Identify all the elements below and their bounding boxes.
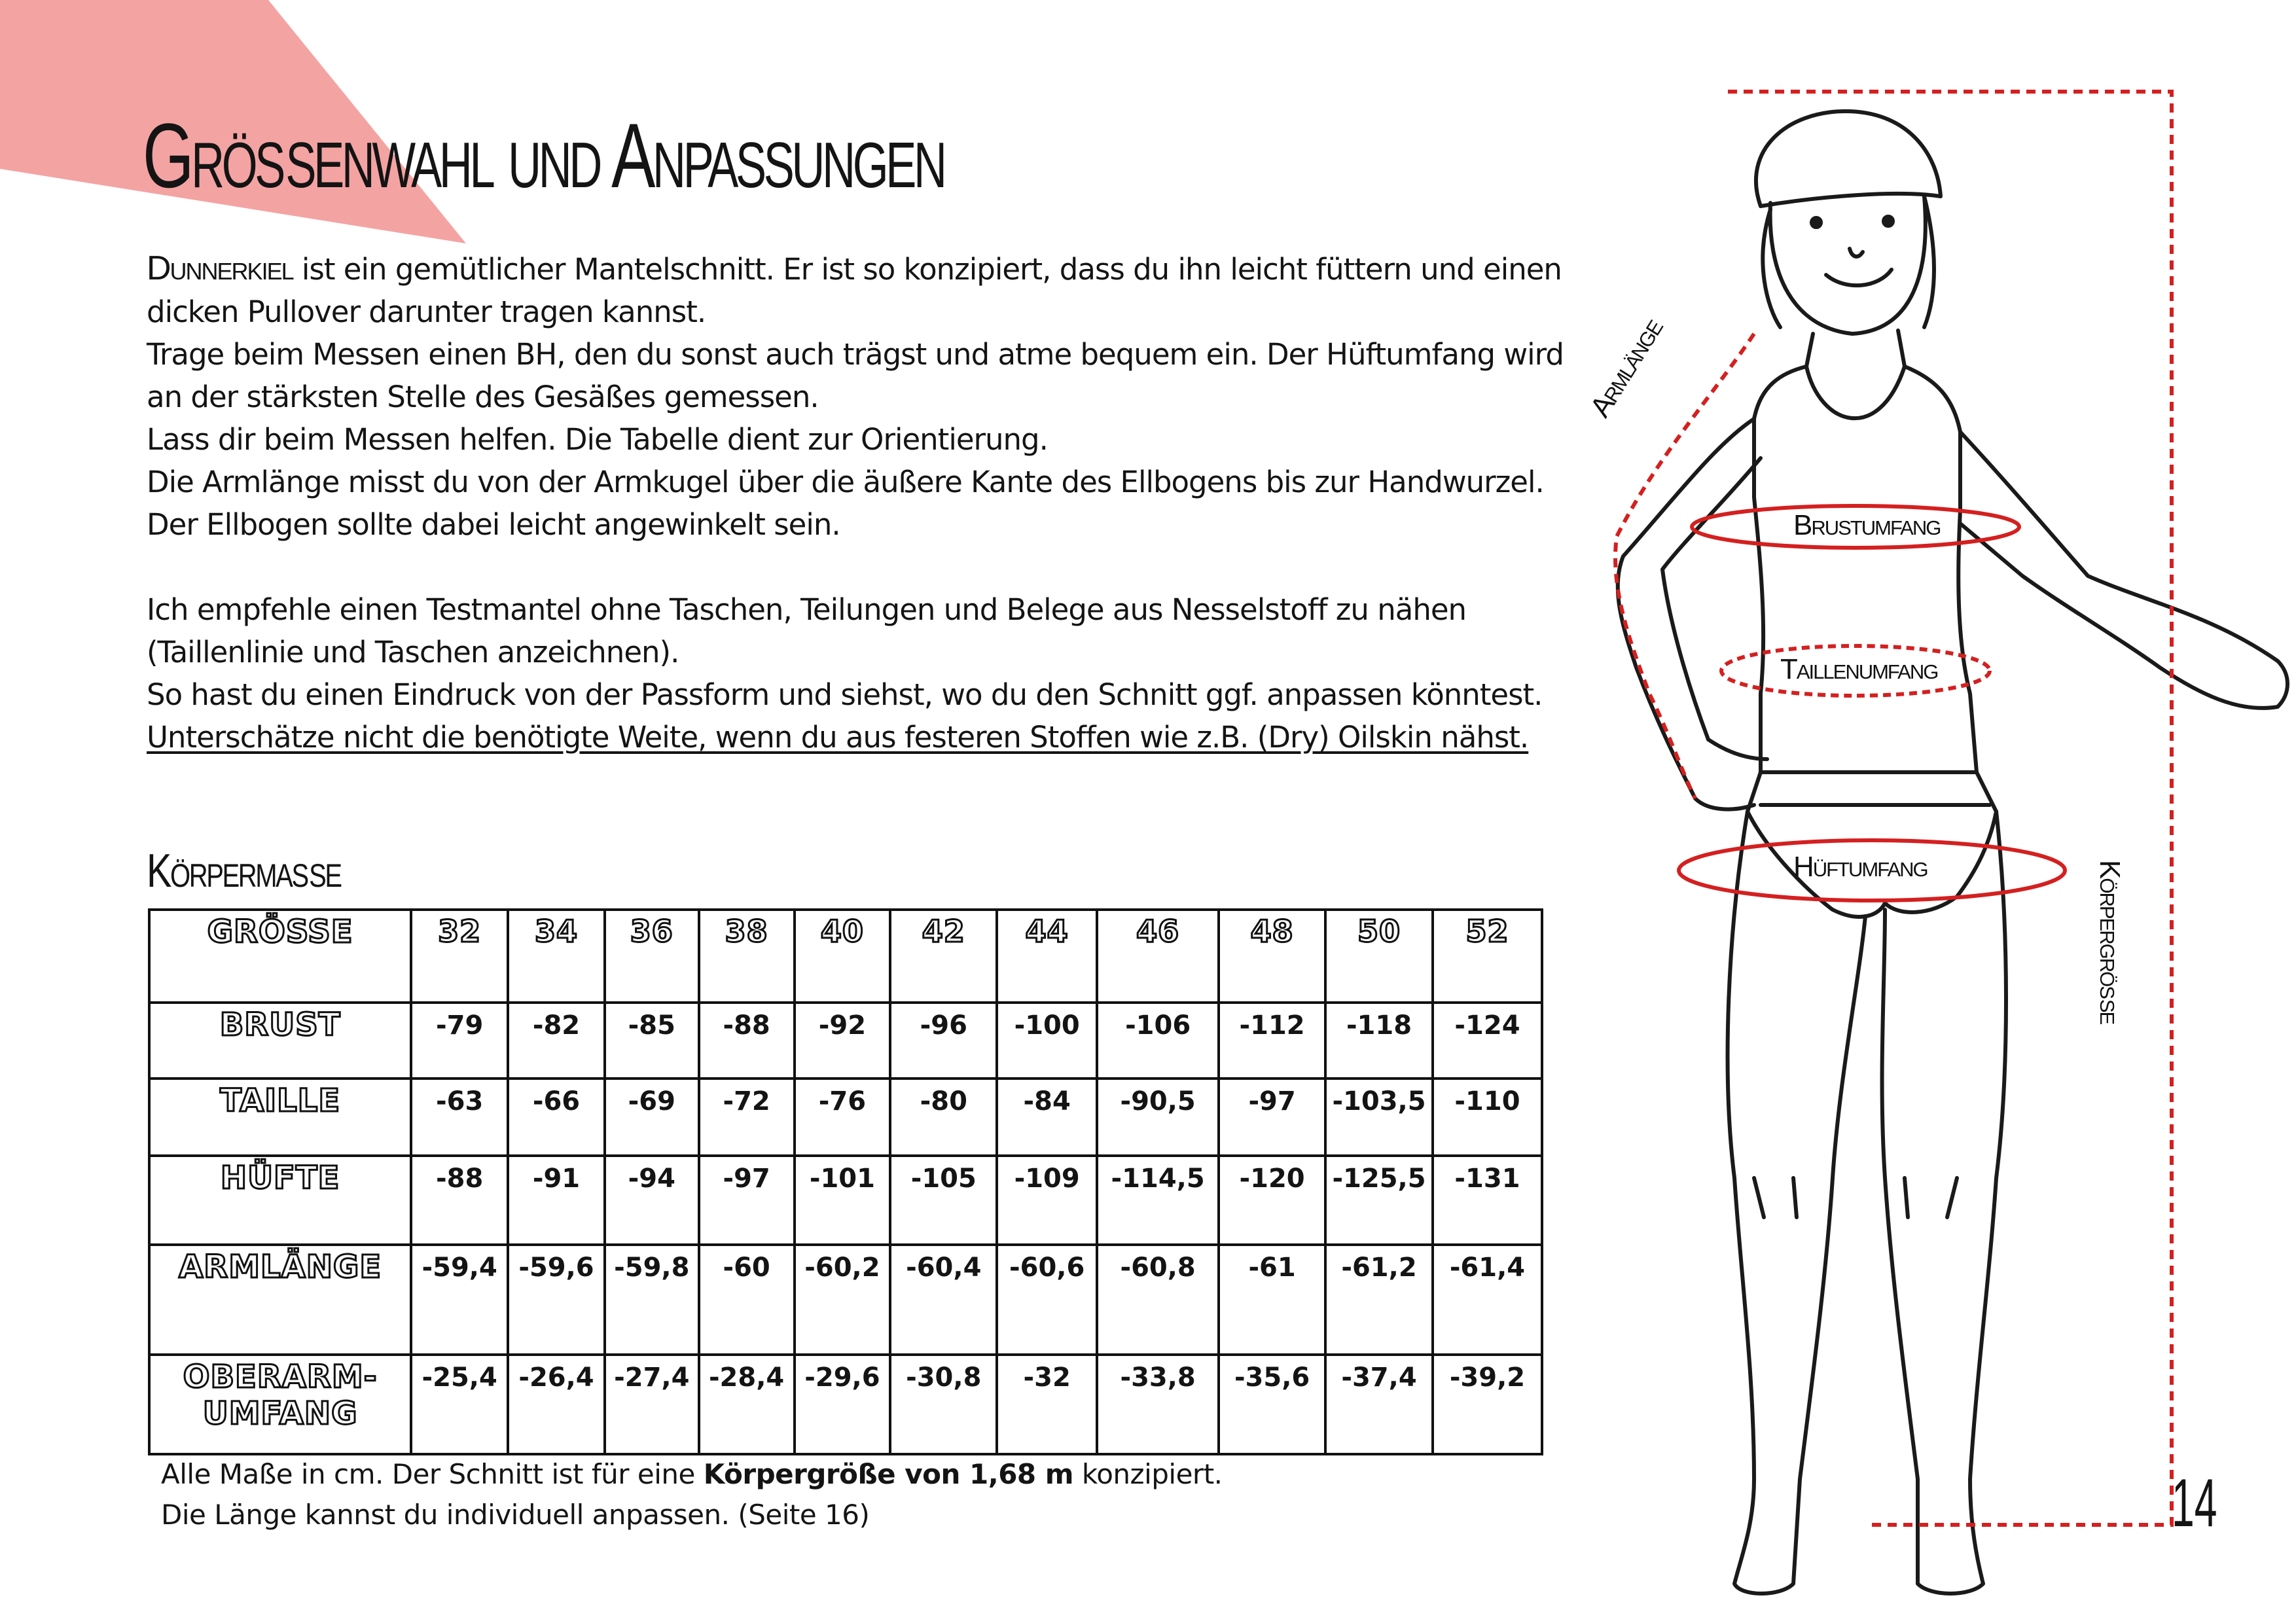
body-measurement-figure <box>1558 65 2296 1623</box>
intro-paragraph-5: Ich empfehle einen Testmantel ohne Taschen, Teilungen und Belege aus Nesselstoff zu nähen (Taillenlinie und Taschen anzeichnen). <box>147 592 1467 669</box>
table-cell: -66 <box>508 1079 605 1156</box>
intro-text <box>147 247 1587 758</box>
figure-right-arm <box>1960 432 2287 708</box>
table-cell: -101 <box>795 1156 891 1245</box>
table-footnote <box>161 1454 1223 1535</box>
table-cell: -32 <box>997 1355 1097 1454</box>
table-cell: -60,4 <box>890 1245 997 1355</box>
table-cell: -88 <box>411 1156 508 1245</box>
arm-length-dashed-line <box>1615 334 1754 798</box>
table-cell: -84 <box>997 1079 1097 1156</box>
table-heading: Körpermaße <box>147 845 341 897</box>
table-cell: -118 <box>1325 1003 1433 1079</box>
table-cell: -109 <box>997 1156 1097 1245</box>
intro-paragraph-2: Trage beim Messen einen BH, den du sonst auch trägst und atme bequem ein. Der Hüftumfang wird an der stärksten Stelle des Gesäßes gemessen. <box>147 337 1564 414</box>
page-title: Größenwahl und Anpassungen <box>143 104 944 207</box>
table-cell: -63 <box>411 1079 508 1156</box>
height-dashed-line <box>1728 92 2172 1525</box>
table-cell: -92 <box>795 1003 891 1079</box>
table-cell: -85 <box>605 1003 699 1079</box>
table-cell: -33,8 <box>1097 1355 1219 1454</box>
table-cell: -39,2 <box>1433 1355 1542 1454</box>
table-cell: -69 <box>605 1079 699 1156</box>
table-cell: -27,4 <box>605 1355 699 1454</box>
table-cell: -103,5 <box>1325 1079 1433 1156</box>
table-cell: -82 <box>508 1003 605 1079</box>
size-header: 50 <box>1325 910 1433 1003</box>
size-header: 38 <box>699 910 795 1003</box>
page-number: 14 <box>2172 1465 2217 1541</box>
row-label-taille: TAILLE <box>149 1079 411 1156</box>
footnote-text: konzipiert. <box>1073 1458 1223 1490</box>
figure-head <box>1770 196 1926 334</box>
table-row-armlaenge <box>149 1245 1542 1355</box>
brand-name: Dunnerkiel <box>147 249 293 287</box>
table-cell: -59,6 <box>508 1245 605 1355</box>
row-label-line2: UMFANG <box>202 1395 358 1432</box>
figure-right-leg <box>1882 812 2006 1594</box>
row-label-line1: OBERARM- <box>183 1359 378 1395</box>
figure-hat <box>1756 111 1941 206</box>
intro-paragraph-3: Lass dir beim Messen helfen. Die Tabelle dient zur Orientierung. <box>147 422 1048 457</box>
table-cell: -60 <box>699 1245 795 1355</box>
table-cell: -61,2 <box>1325 1245 1433 1355</box>
table-cell: -72 <box>699 1079 795 1156</box>
table-cell: -96 <box>890 1003 997 1079</box>
table-row-taille <box>149 1079 1542 1156</box>
paragraph-gap <box>147 546 1587 588</box>
table-row-oberarmumfang <box>149 1355 1542 1454</box>
table-cell: -80 <box>890 1079 997 1156</box>
intro-paragraph-1 <box>147 247 1587 333</box>
size-header: 36 <box>605 910 699 1003</box>
table-cell: -88 <box>699 1003 795 1079</box>
table-cell: -29,6 <box>795 1355 891 1454</box>
size-header: 48 <box>1219 910 1325 1003</box>
label-brustumfang: Brustumfang <box>1793 509 1941 541</box>
table-cell: -106 <box>1097 1003 1219 1079</box>
table-cell: -76 <box>795 1079 891 1156</box>
table-cell: -61,4 <box>1433 1245 1542 1355</box>
table-cell: -120 <box>1219 1156 1325 1245</box>
intro-p1-text: ist ein gemütlicher Mantelschnitt. Er ist so konzipiert, dass du ihn leicht füttern und einen dicken Pullover darunter tragen kannst. <box>147 252 1562 329</box>
figure-hair <box>1763 196 1934 327</box>
row-label-armlaenge: ARMLÄNGE <box>149 1245 411 1355</box>
table-cell: -97 <box>1219 1079 1325 1156</box>
table-cell: -110 <box>1433 1079 1542 1156</box>
size-table <box>148 908 1543 1455</box>
figure-top-neckline <box>1806 366 1905 418</box>
table-cell: -60,6 <box>997 1245 1097 1355</box>
table-cell: -100 <box>997 1003 1097 1079</box>
size-header: 40 <box>795 910 891 1003</box>
label-taillenumfang: Taillenumfang <box>1780 653 1938 685</box>
table-cell: -79 <box>411 1003 508 1079</box>
table-cell: -25,4 <box>411 1355 508 1454</box>
row-label-oberarmumfang <box>149 1355 411 1454</box>
table-row-sizes <box>149 910 1542 1003</box>
intro-paragraph-4: Die Armlänge misst du von der Armkugel über die äußere Kante des Ellbogens bis zur Handwurzel. Der Ellbogen sollte dabei leicht angewinkelt sein. <box>147 465 1544 542</box>
intro-paragraph-6: So hast du einen Eindruck von der Passform und siehst, wo du den Schnitt ggf. anpassen könntest. <box>147 677 1543 712</box>
table-cell: -114,5 <box>1097 1156 1219 1245</box>
label-armlaenge: Armlänge <box>1584 313 1669 423</box>
table-cell: -125,5 <box>1325 1156 1433 1245</box>
size-header: 44 <box>997 910 1097 1003</box>
table-cell: -124 <box>1433 1003 1542 1079</box>
size-header: 46 <box>1097 910 1219 1003</box>
table-cell: -61 <box>1219 1245 1325 1355</box>
table-cell: -131 <box>1433 1156 1542 1245</box>
footnote-line-1 <box>161 1454 1223 1495</box>
table-cell: -59,4 <box>411 1245 508 1355</box>
size-header: 34 <box>508 910 605 1003</box>
table-cell: -37,4 <box>1325 1355 1433 1454</box>
label-hueftumfang: Hüftumfang <box>1793 851 1928 883</box>
footnote-line-2: Die Länge kannst du individuell anpassen. (Seite 16) <box>161 1499 870 1531</box>
figure-torso-left <box>1748 334 1813 812</box>
table-cell: -60,8 <box>1097 1245 1219 1355</box>
table-cell: -94 <box>605 1156 699 1245</box>
size-header: 52 <box>1433 910 1542 1003</box>
table-cell: -26,4 <box>508 1355 605 1454</box>
table-cell: -28,4 <box>699 1355 795 1454</box>
table-cell: -97 <box>699 1156 795 1245</box>
table-cell: -30,8 <box>890 1355 997 1454</box>
table-cell: -60,2 <box>795 1245 891 1355</box>
table-cell: -90,5 <box>1097 1079 1219 1156</box>
table-cell: -59,8 <box>605 1245 699 1355</box>
size-header-label: GRÖSSE <box>149 910 411 1003</box>
table-row-brust <box>149 1003 1542 1079</box>
label-koerpergroesse: Körpergröße <box>2094 860 2126 1024</box>
size-header: 42 <box>890 910 997 1003</box>
table-row-huefte <box>149 1156 1542 1245</box>
size-header: 32 <box>411 910 508 1003</box>
row-label-huefte: HÜFTE <box>149 1156 411 1245</box>
figure-torso-right <box>1898 330 1996 812</box>
table-cell: -35,6 <box>1219 1355 1325 1454</box>
row-label-brust: BRUST <box>149 1003 411 1079</box>
footnote-bold-height: Körpergröße von 1,68 m <box>703 1458 1074 1490</box>
table-cell: -112 <box>1219 1003 1325 1079</box>
table-cell: -105 <box>890 1156 997 1245</box>
footnote-text: Alle Maße in cm. Der Schnitt ist für eine <box>161 1458 704 1490</box>
table-cell: -91 <box>508 1156 605 1245</box>
intro-paragraph-warning: Unterschätze nicht die benötigte Weite, wenn du aus festeren Stoffen wie z.B. (Dry) Oilskin nähst. <box>147 720 1529 755</box>
